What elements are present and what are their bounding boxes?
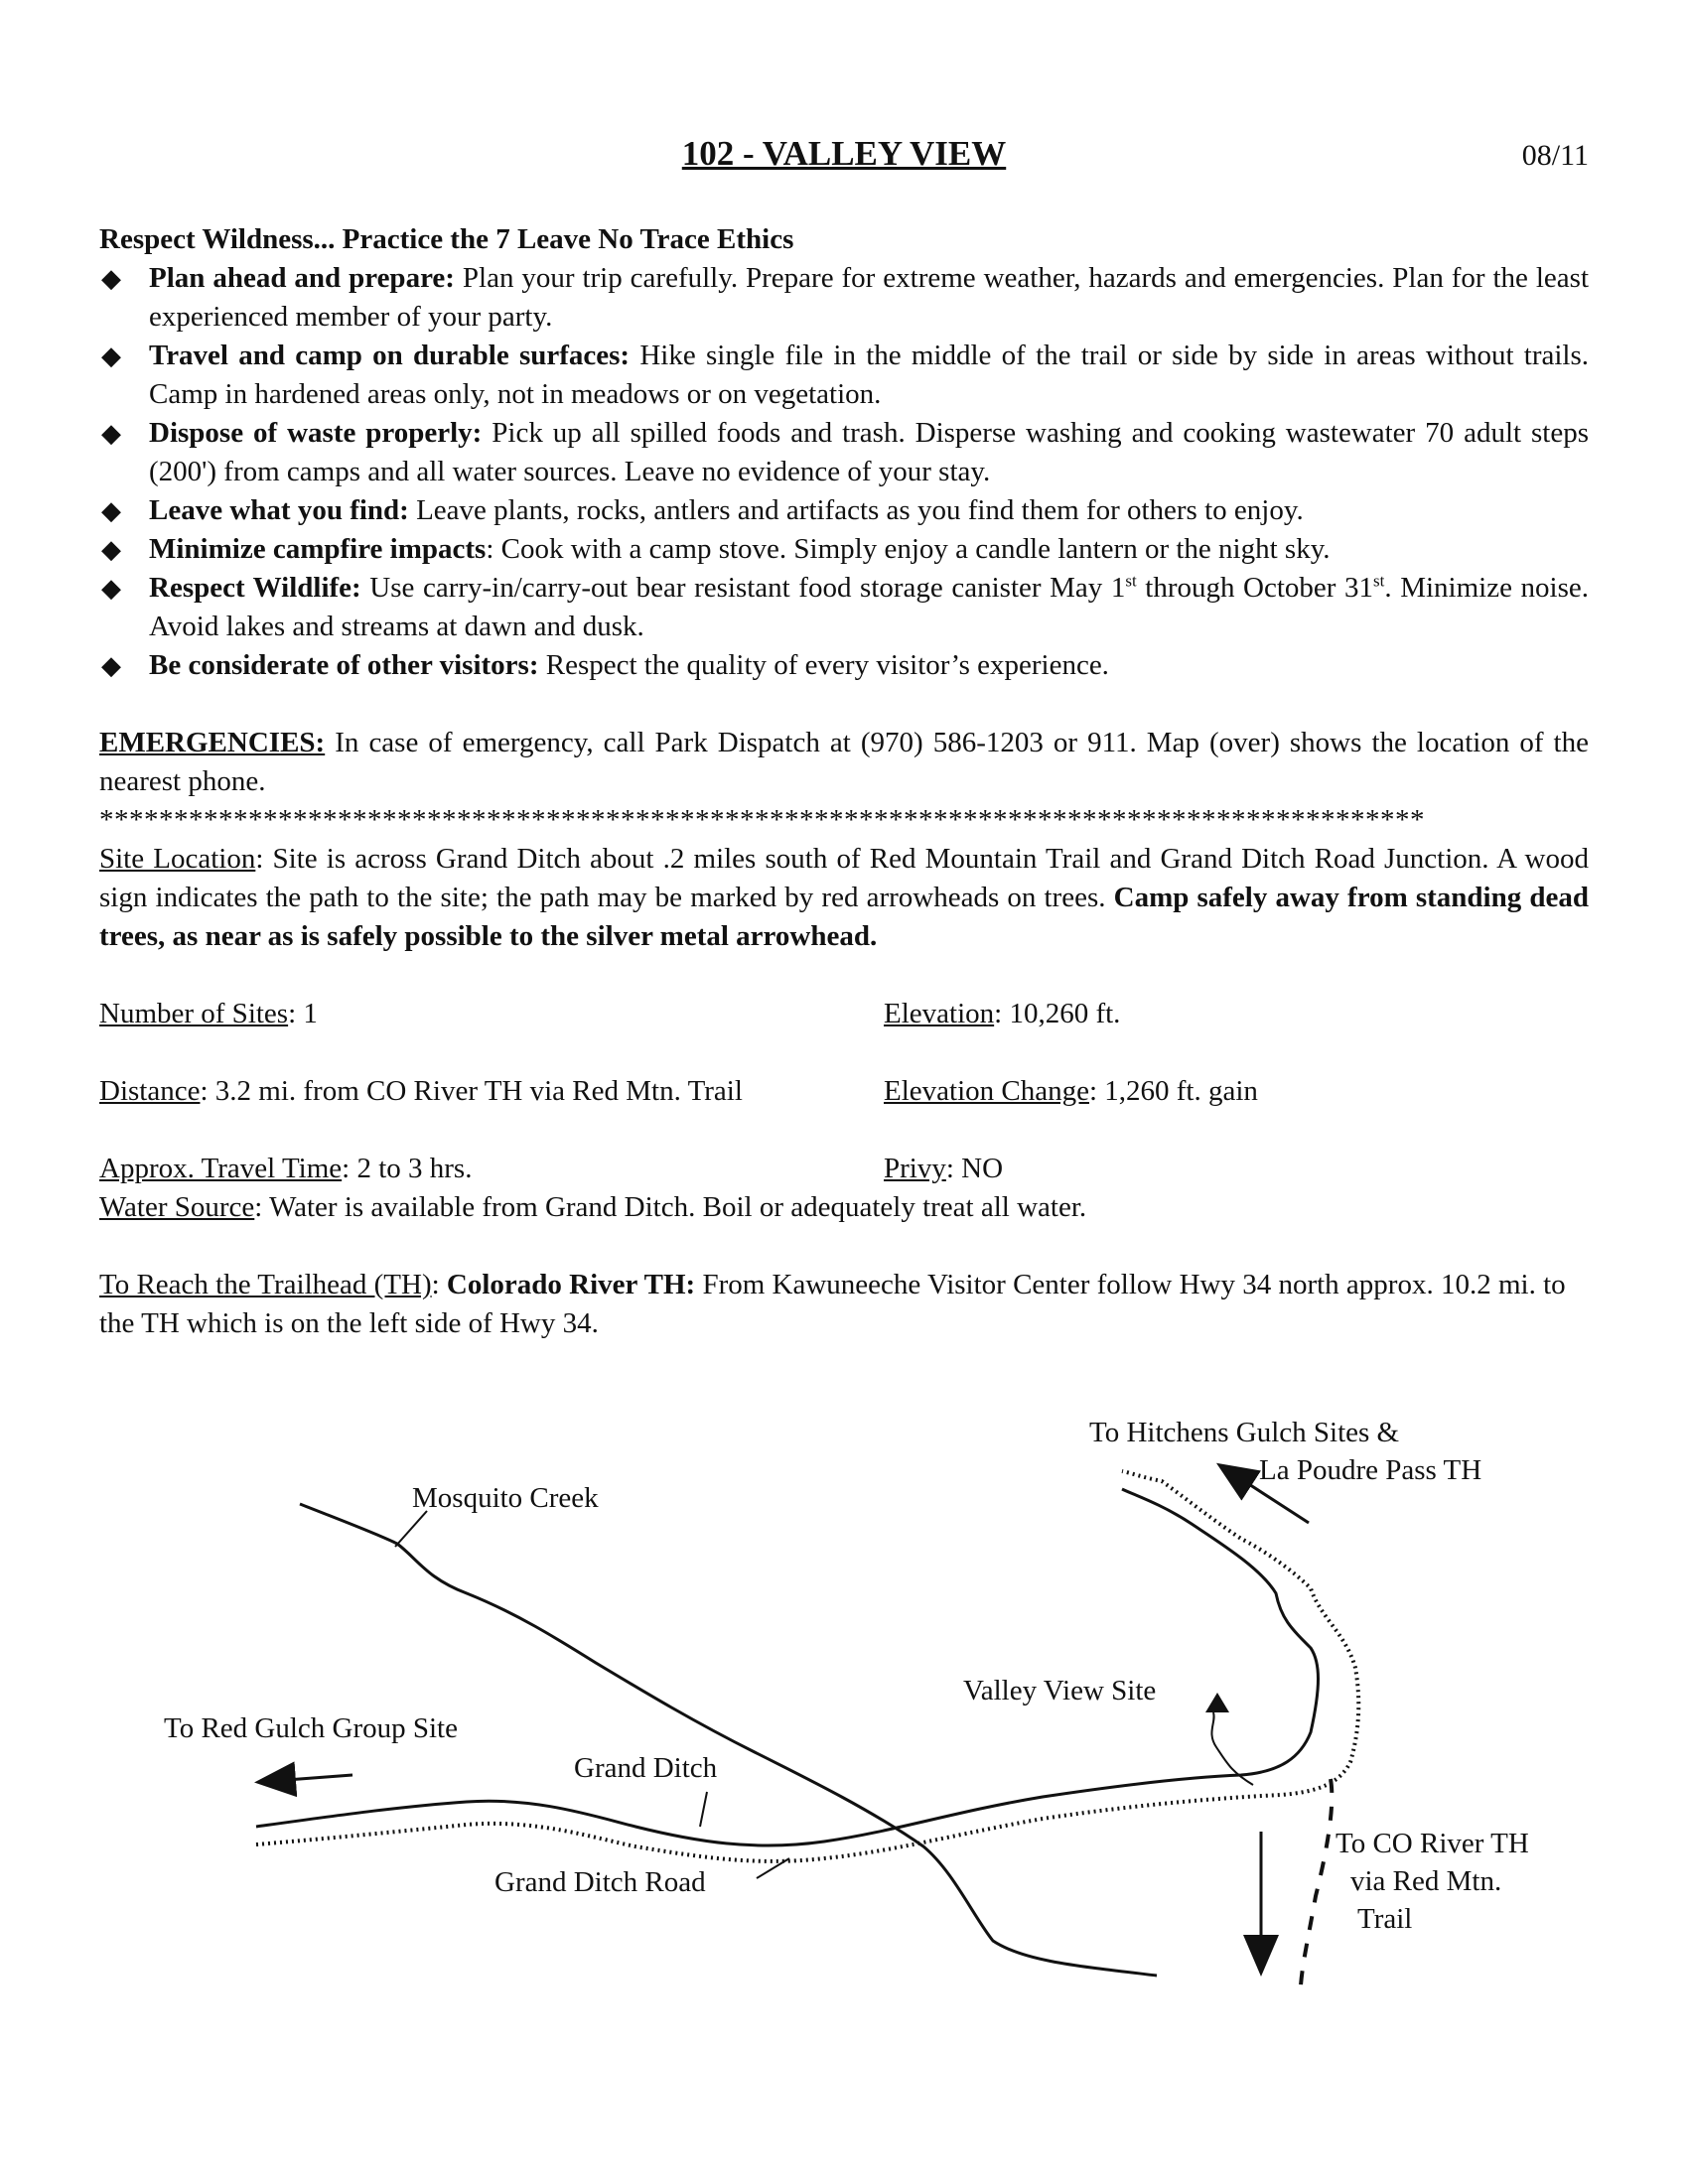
- number-of-sites: Number of Sites: 1: [99, 998, 318, 1029]
- map-label-hitchens-2: La Poudre Pass TH: [1259, 1454, 1482, 1486]
- map-label-red-gulch: To Red Gulch Group Site: [164, 1712, 458, 1744]
- ethic-item-considerate: ◆ Be considerate of other visitors: Respect the quality of every visitor’s experience.: [99, 646, 1589, 685]
- mosquito-leader-line: [395, 1511, 427, 1547]
- diamond-bullet-icon: ◆: [101, 535, 121, 564]
- grand-ditch-line: [256, 1489, 1319, 1845]
- diamond-bullet-icon: ◆: [101, 341, 121, 370]
- privy: Privy: NO: [884, 1153, 1004, 1184]
- grand-ditch-road-leader-line: [757, 1858, 789, 1878]
- elevation: Elevation: 10,260 ft.: [884, 998, 1121, 1029]
- map-label-mosquito-creek: Mosquito Creek: [412, 1482, 599, 1514]
- elevation-change: Elevation Change: 1,260 ft. gain: [884, 1075, 1258, 1107]
- emergencies-paragraph: EMERGENCIES: In case of emergency, call Park Dispatch at (970) 586-1203 or 911. Map (over) shows the location of the nearest phone.: [99, 727, 1589, 797]
- map-label-co-river-1: To CO River TH: [1336, 1828, 1529, 1859]
- divider: *****************************************************************************************: [99, 804, 1425, 836]
- ethics-heading: Respect Wildness... Practice the 7 Leave No Trace Ethics: [99, 223, 794, 255]
- revision-date: 08/11: [1521, 139, 1589, 172]
- header: [99, 134, 1589, 179]
- red-mtn-trail-line: [1301, 1779, 1332, 1985]
- ethic-item-wildlife: ◆ Respect Wildlife: Use carry-in/carry-out bear resistant food storage canister May 1st through October 31st. Minimize noise. Avoid lakes and streams at dawn and dusk.: [99, 569, 1589, 646]
- grand-ditch-leader-line: [700, 1792, 707, 1827]
- body-content: [99, 220, 1589, 1343]
- site-location-paragraph: Site Location: Site is across Grand Ditch about .2 miles south of Red Mountain Trail and Grand Ditch Road Junction. A wood sign indicates the path to the site; the path may be marked by red arrowheads on trees. Camp safely away from standing dead trees, as near as is safely possible to the silver metal arrowhead.: [99, 843, 1590, 952]
- map-label-valley-view-site: Valley View Site: [963, 1675, 1157, 1706]
- ethic-item-campfire: ◆ Minimize campfire impacts: Cook with a camp stove. Simply enjoy a candle lantern or the night sky.: [99, 530, 1589, 569]
- arrow-left-red-gulch: [260, 1775, 352, 1782]
- diamond-bullet-icon: ◆: [101, 419, 121, 448]
- page-title: 102 - VALLEY VIEW: [681, 134, 1007, 173]
- map-label-grand-ditch: Grand Ditch: [574, 1752, 718, 1784]
- water-source: Water Source: Water is available from Grand Ditch. Boil or adequately treat all water.: [99, 1191, 1087, 1223]
- ethic-item-plan-ahead: ◆ Plan ahead and prepare: Plan your trip carefully. Prepare for extreme weather, hazards and emergencies. Plan for the least experienced member of your party.: [99, 259, 1589, 337]
- map-label-hitchens-1: To Hitchens Gulch Sites &: [1089, 1417, 1400, 1448]
- diamond-bullet-icon: ◆: [101, 651, 121, 680]
- grand-ditch-road-line: [256, 1471, 1358, 1861]
- map-label-co-river-2: via Red Mtn.: [1350, 1865, 1502, 1897]
- travel-time: Approx. Travel Time: 2 to 3 hrs.: [99, 1153, 473, 1184]
- diamond-bullet-icon: ◆: [101, 496, 121, 525]
- distance: Distance: 3.2 mi. from CO River TH via Red Mtn. Trail: [99, 1075, 743, 1107]
- ethic-item-dispose-waste: ◆ Dispose of waste properly: Pick up all spilled foods and trash. Disperse washing and cooking wastewater 70 adult steps (200') from camps and all water sources. Leave no evidence of your stay.: [99, 414, 1589, 491]
- ethic-item-durable-surfaces: ◆ Travel and camp on durable surfaces: Hike single file in the middle of the trail or side by side in areas without trails. Camp in hardened areas only, not in meadows or on vegetation.: [99, 337, 1589, 414]
- site-facts: [99, 995, 1589, 1184]
- trailhead-directions: To Reach the Trailhead (TH): Colorado River TH: From Kawuneeche Visitor Center follow Hwy 34 north approx. 10.2 mi. to the TH which is on the left side of Hwy 34.: [99, 1269, 1566, 1339]
- map-label-co-river-3: Trail: [1357, 1903, 1413, 1935]
- ethic-item-leave-what-you-find: ◆ Leave what you find: Leave plants, rocks, antlers and artifacts as you find them for others to enjoy.: [99, 491, 1589, 530]
- diamond-bullet-icon: ◆: [101, 574, 121, 603]
- emergencies-label: EMERGENCIES:: [99, 727, 326, 758]
- diamond-bullet-icon: ◆: [101, 264, 121, 293]
- trail-map: [0, 1390, 1688, 1985]
- campsite-marker-icon: [1205, 1693, 1229, 1712]
- ethics-list: [99, 259, 1589, 685]
- map-label-grand-ditch-road: Grand Ditch Road: [494, 1866, 706, 1898]
